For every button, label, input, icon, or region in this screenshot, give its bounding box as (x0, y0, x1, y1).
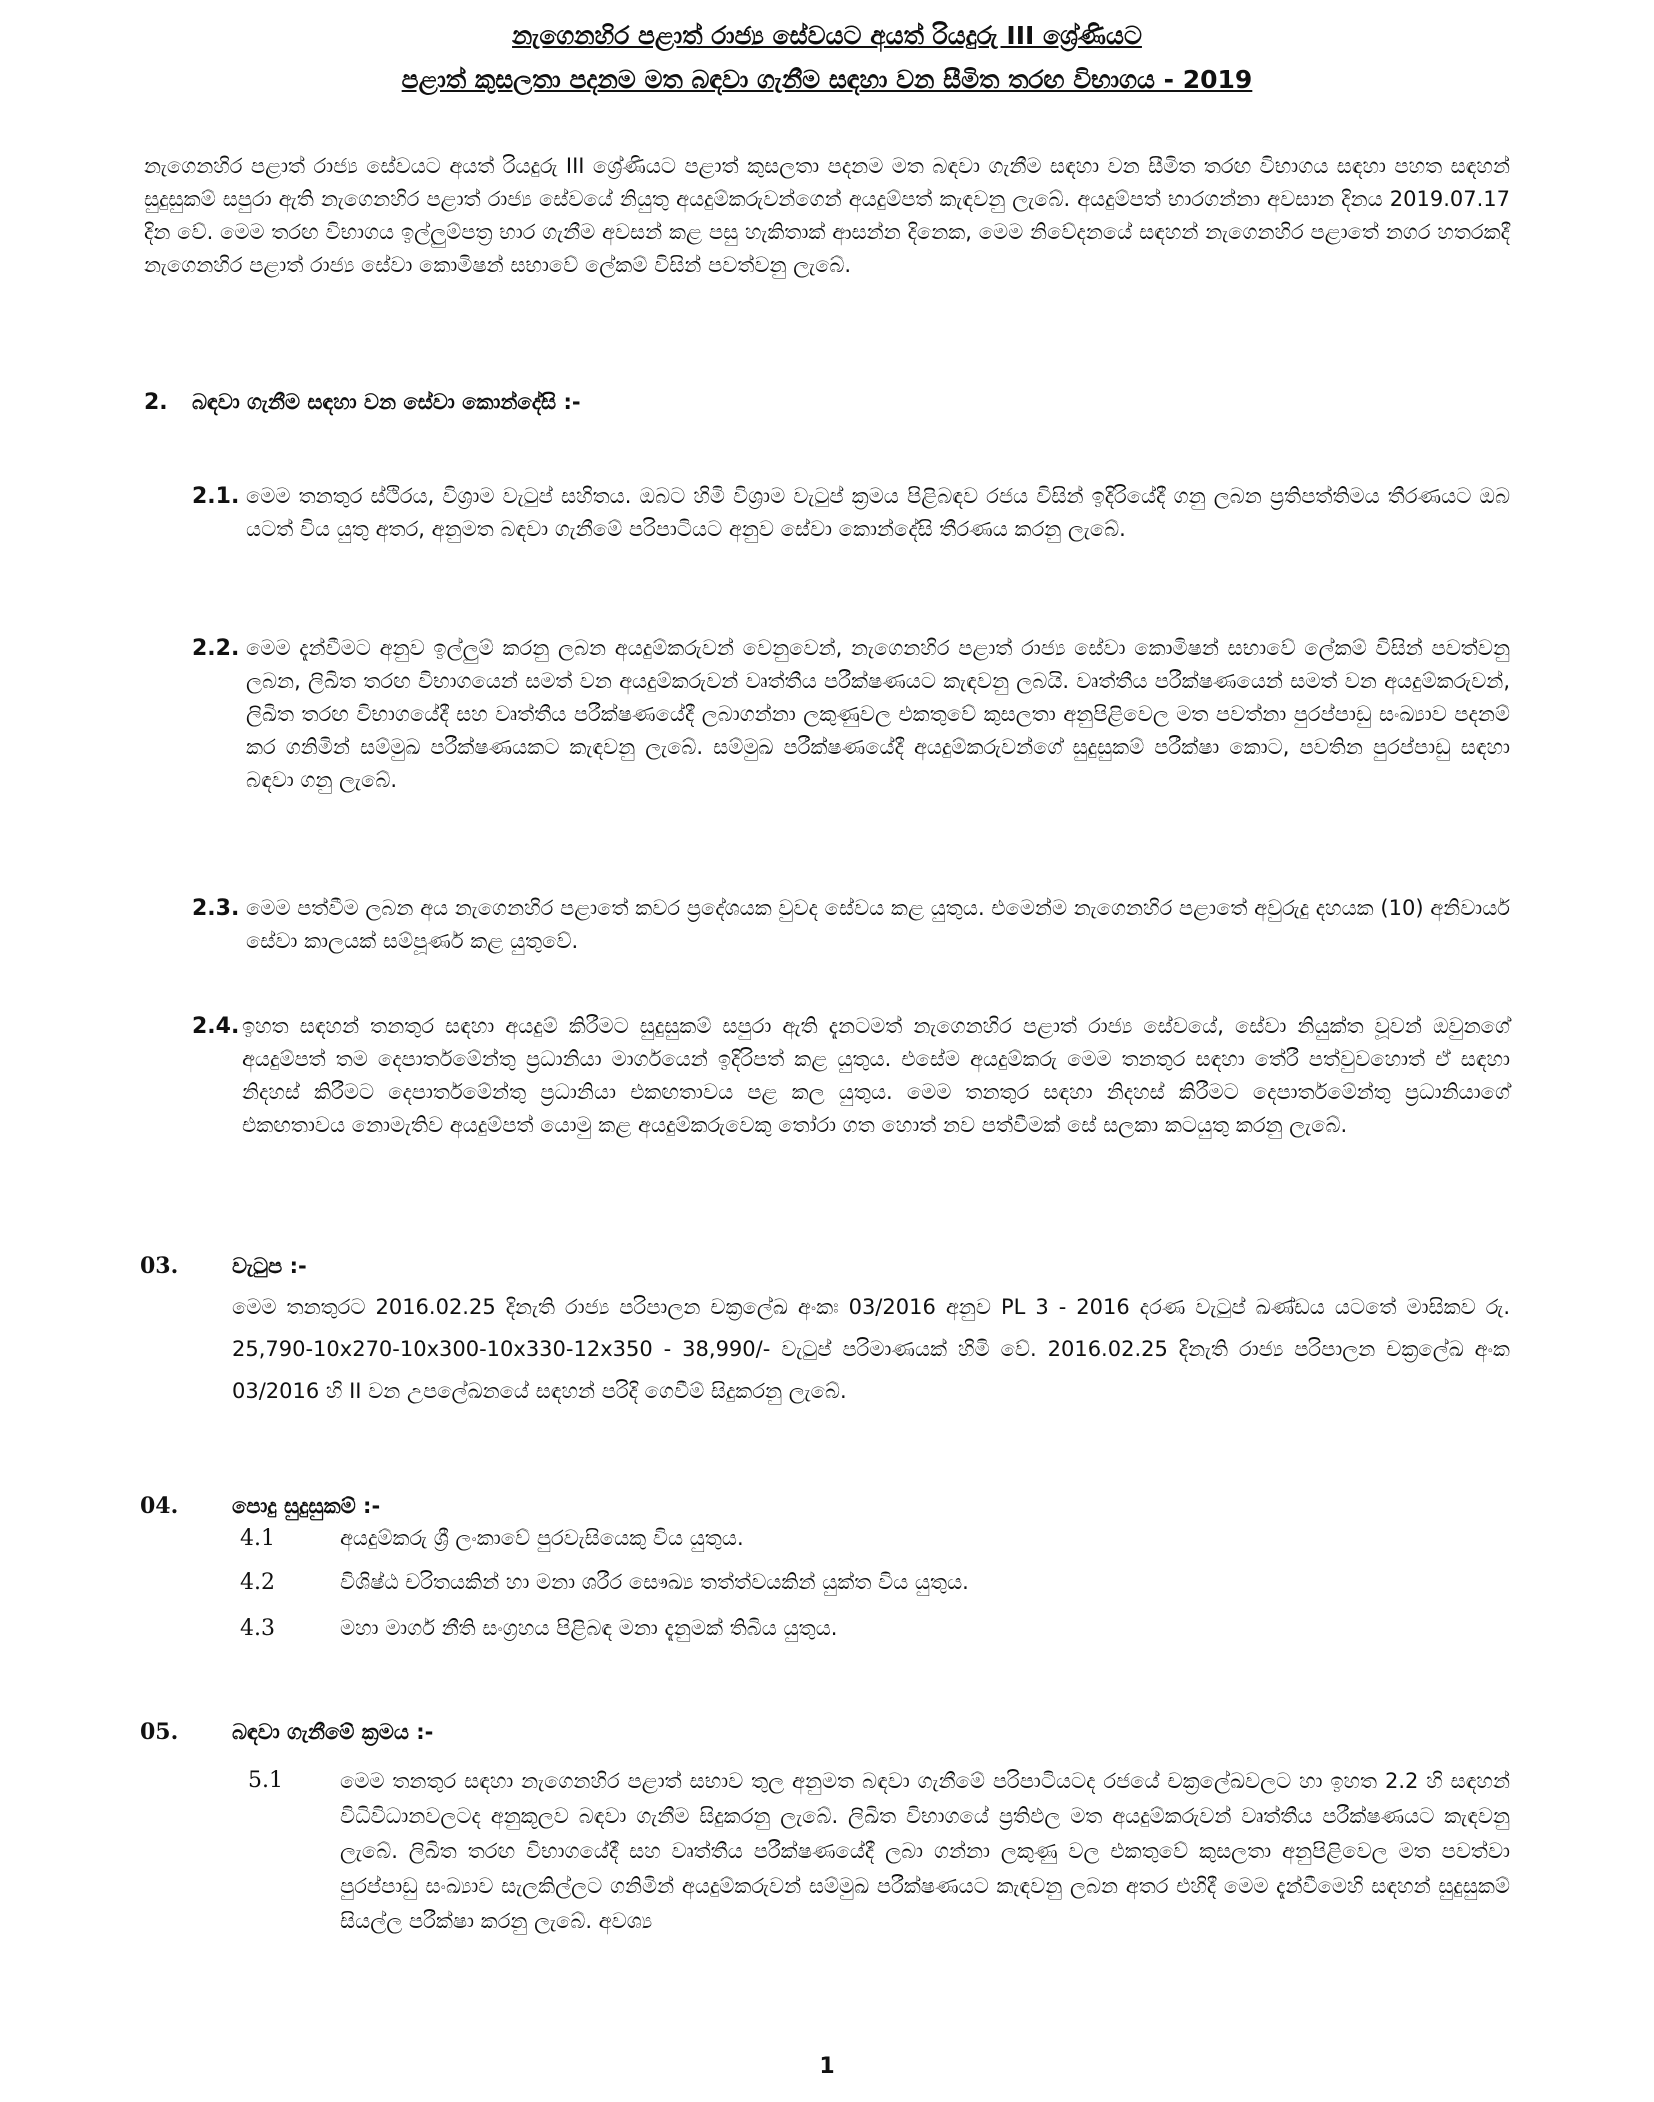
clause-2-3-text: මෙම පත්වීම ලබන අය නැගෙනහිර පළාතේ කවර ප්‍රදේශයක වුවද සේවය කළ යුතුය. එමෙන්ම නැගෙනහිර පළාතේ අවුරුදු දහයක (10) අනිවාර්ය සේවා කාලයක් සම්පූර්ණ කළ යුතුවේ. (246, 896, 1510, 953)
section-5-heading: බඳවා ගැනීමේ ක්‍රමය :- (232, 1720, 434, 1744)
section-4-number: 04. (140, 1493, 179, 1519)
document-title-line-2: පළාත් කුසලතා පදනම මත බඳවා ගැනීම සඳහා වන සීමිත තරඟ විභාගය - 2019 (401, 65, 1253, 94)
intro-paragraph: නැගෙනහිර පළාත් රාජ්‍ය සේවයට අයත් රියදුරු III ශ්‍රේණියට පළාත් කුසලතා පදනම මත බඳවා ගැනීම සඳහා වන සීමිත තරඟ විභාගය සඳහා පහත සඳහන් සුදුසුකම් සපුරා ඇති නැගෙනහිර පළාත් රාජ්‍ය සේවයේ නියුතු අයදුම්කරුවන්ගෙන් අයදුම්පත් කැඳවනු ලැබේ. අයදුම්පත් භාරගන්නා අවසාන දිනය 2019.07.17 දින වේ. මෙම තරඟ විභාගය ඉල්ලුම්පත්‍ර භාර ගැනීම අවසන් කළ පසු හැකිතාක් ආසන්න දිනෙක, මෙම නිවේදනයේ සඳහන් නැගෙනහිර පළාතේ නගර හතරකදී නැගෙනහිර පළාත් රාජ්‍ය සේවා කොමිෂන් සභාවේ ලේකම් විසින් පවත්වනු ලැබේ. (144, 154, 1510, 277)
clause-2-1-text: මෙම තනතුර ස්ථිරය, විශ්‍රාම වැටුප් සහිතය. ඔබට හිමි විශ්‍රාම වැටුප් ක්‍රමය පිළිබඳව රජය විසින් ඉදිරියේදී ගනු ලබන ප්‍රතිපත්තිමය තීරණයට ඔබ යටත් විය යුතු අතර, අනුමත බඳවා ගැනීමේ පරිපාටියට අනුව සේවා කොන්දේසි තීරණය කරනු ලැබේ. (246, 484, 1510, 541)
clause-2-3-number: 2.3. (192, 896, 240, 921)
section-4-heading: පොදු සුදුසුකම් :- (232, 1494, 381, 1518)
section-5-number: 05. (140, 1719, 179, 1745)
clause-5-1-number: 5.1 (248, 1768, 283, 1793)
clause-2-2-number: 2.2. (192, 636, 240, 661)
clause-2-2-text: මෙම දැන්වීමට අනුව ඉල්ලුම් කරනු ලබන අයදුම්කරුවන් වෙනුවෙන්, නැගෙනහිර පළාත් රාජ්‍ය සේවා කොමිෂන් සභාවේ ලේකම් විසින් පවත්වනු ලබන, ලිඛිත තරඟ විභාගයෙන් සමත් වන අයදුම්කරුවන් වෘත්තීය පරීක්ෂණයට කැඳවනු ලබයි. වෘත්තීය පරීක්ෂණයෙන් සමත් වන අයදුම්කරුවන්, ලිඛිත තරඟ විභාගයේදී සහ වෘත්තීය පරීක්ෂණයේදී ලබාගන්නා ලකුණුවල එකතුවේ කුසලතා අනුපිළිවෙල මත පවත්නා පුරප්පාඩු සංඛ්‍යාව පදනම් කර ගනිමින් සම්මුඛ පරීක්ෂණයකට කැඳවනු ලැබේ. සම්මුඛ පරීක්ෂණයේදී අයදුම්කරුවන්ගේ සුදුසුකම් පරීක්ෂා කොට, පවතින පුරප්පාඩු සඳහා බඳවා ගනු ලැබේ. (246, 636, 1510, 792)
section-2-number: 2. (144, 390, 168, 415)
document-title-line-1: නැගෙනහිර පළාත් රාජ්‍ය සේවයට අයත් රියදුරු III ශ්‍රේණියට (512, 21, 1142, 50)
clause-2-4-text: ඉහත සඳහන් තනතුර සඳහා අයදුම් කිරීමට සුදුසුකම් සපුරා ඇති දැනටමත් නැගෙනහිර පළාත් රාජ්‍ය සේවයේ, සේවා නියුක්ත වූවන් ඔවුනගේ අයදුම්පත් තම දෙපාර්තමේන්තු ප්‍රධානියා මාර්ගයෙන් ඉදිරිපත් කළ යුතුය. එසේම අයදුම්කරු මෙම තනතුර සඳහා තේරී පත්වුවහොත් ඒ සඳහා නිදහස් කිරීමට දෙපාර්තමේන්තු ප්‍රධානියා එකඟතාවය පළ කල යුතුය. මෙම තනතුර සඳහා නිදහස් කිරීමට දෙපාර්තමේන්තු ප්‍රධානියාගේ එකඟතාවය නොමැතිව අයදුම්පත් යොමු කළ අයදුම්කරුවෙකු තෝරා ගත හොත් නව පත්වීමක් සේ සලකා කටයුතු කරනු ලැබේ. (242, 1014, 1510, 1137)
salary-paragraph: මෙම තනතුරට 2016.02.25 දිනැති රාජ්‍ය පරිපාලන චක්‍රලේඛ අංකඃ 03/2016 අනුව PL 3 - 2016 දරණ වැටුප් ඛණ්ඩය යටතේ මාසිකව රු. 25,790-10x270-10x300-10x330-12x350 - 38,990/- වැටුප් පරිමාණයක් හිමි වේ. 2016.02.25 දිනැති රාජ්‍ය පරිපාලන චක්‍රලේඛ අංක 03/2016 හි II වන උපලේඛනයේ සඳහන් පරිදි ගෙවීම් සිදුකරනු ලැබේ. (232, 1295, 1510, 1403)
qualification-number: 4.2 (240, 1570, 275, 1595)
page-number: 1 (819, 2054, 835, 2079)
section-2-heading: බඳවා ගැනීම සඳහා වන සේවා කොන්දේසි :- (192, 390, 581, 414)
qualification-text: අයදුම්කරු ශ්‍රී ලංකාවේ පුරවැසියෙකු විය යුතුය. (340, 1526, 744, 1550)
qualification-text: විශිෂ්ඨ චරිතයකින් හා මනා ශරීර සෞඛ්‍ය තත්ත්වයකින් යුක්ත විය යුතුය. (340, 1570, 969, 1594)
clause-2-4-number: 2.4. (192, 1014, 240, 1039)
qualification-number: 4.3 (240, 1616, 275, 1641)
qualification-text: මහා මාර්ග නීති සංග්‍රහය පිළිබඳ මනා දැනුමක් තිබිය යුතුය. (340, 1616, 838, 1640)
clause-5-1-text: මෙම තනතුර සඳහා නැගෙනහිර පළාත් සභාව තුල අනුමත බඳවා ගැනීමේ පරිපාටියටද රජයේ චක්‍රලේඛවලට හා ඉහත 2.2 හි සඳහන් විධිවිධානවලටද අනුකූලව බඳවා ගැනීම සිදුකරනු ලැබේ. ලිඛිත විභාගයේ ප්‍රතිඵල මත අයදුම්කරුවන් වෘත්තීය පරීක්ෂණයට කැඳවනු ලැබේ. ලිඛිත තරඟ විභාගයේදී සහ වෘත්තීය පරීක්ෂණයේදී ලබා ගන්නා ලකුණු වල එකතුවේ කුසලතා අනුපිළිවෙල මත පවත්වා පුරප්පාඩු සංඛ්‍යාව සැලකිල්ලට ගනිමින් අයදුම්කරුවන් සම්මුඛ පරීක්ෂණයට කැඳවනු ලබන අතර එහිදී මෙම දැන්වීමෙහි සඳහන් සුදුසුකම් සියල්ල පරීක්ෂා කරනු ලැබේ. අවශ්‍ය (340, 1769, 1510, 1933)
clause-2-1-number: 2.1. (192, 484, 240, 509)
section-3-heading: වැටුප :- (232, 1254, 307, 1278)
qualification-number: 4.1 (240, 1526, 275, 1551)
section-3-number: 03. (140, 1253, 179, 1279)
